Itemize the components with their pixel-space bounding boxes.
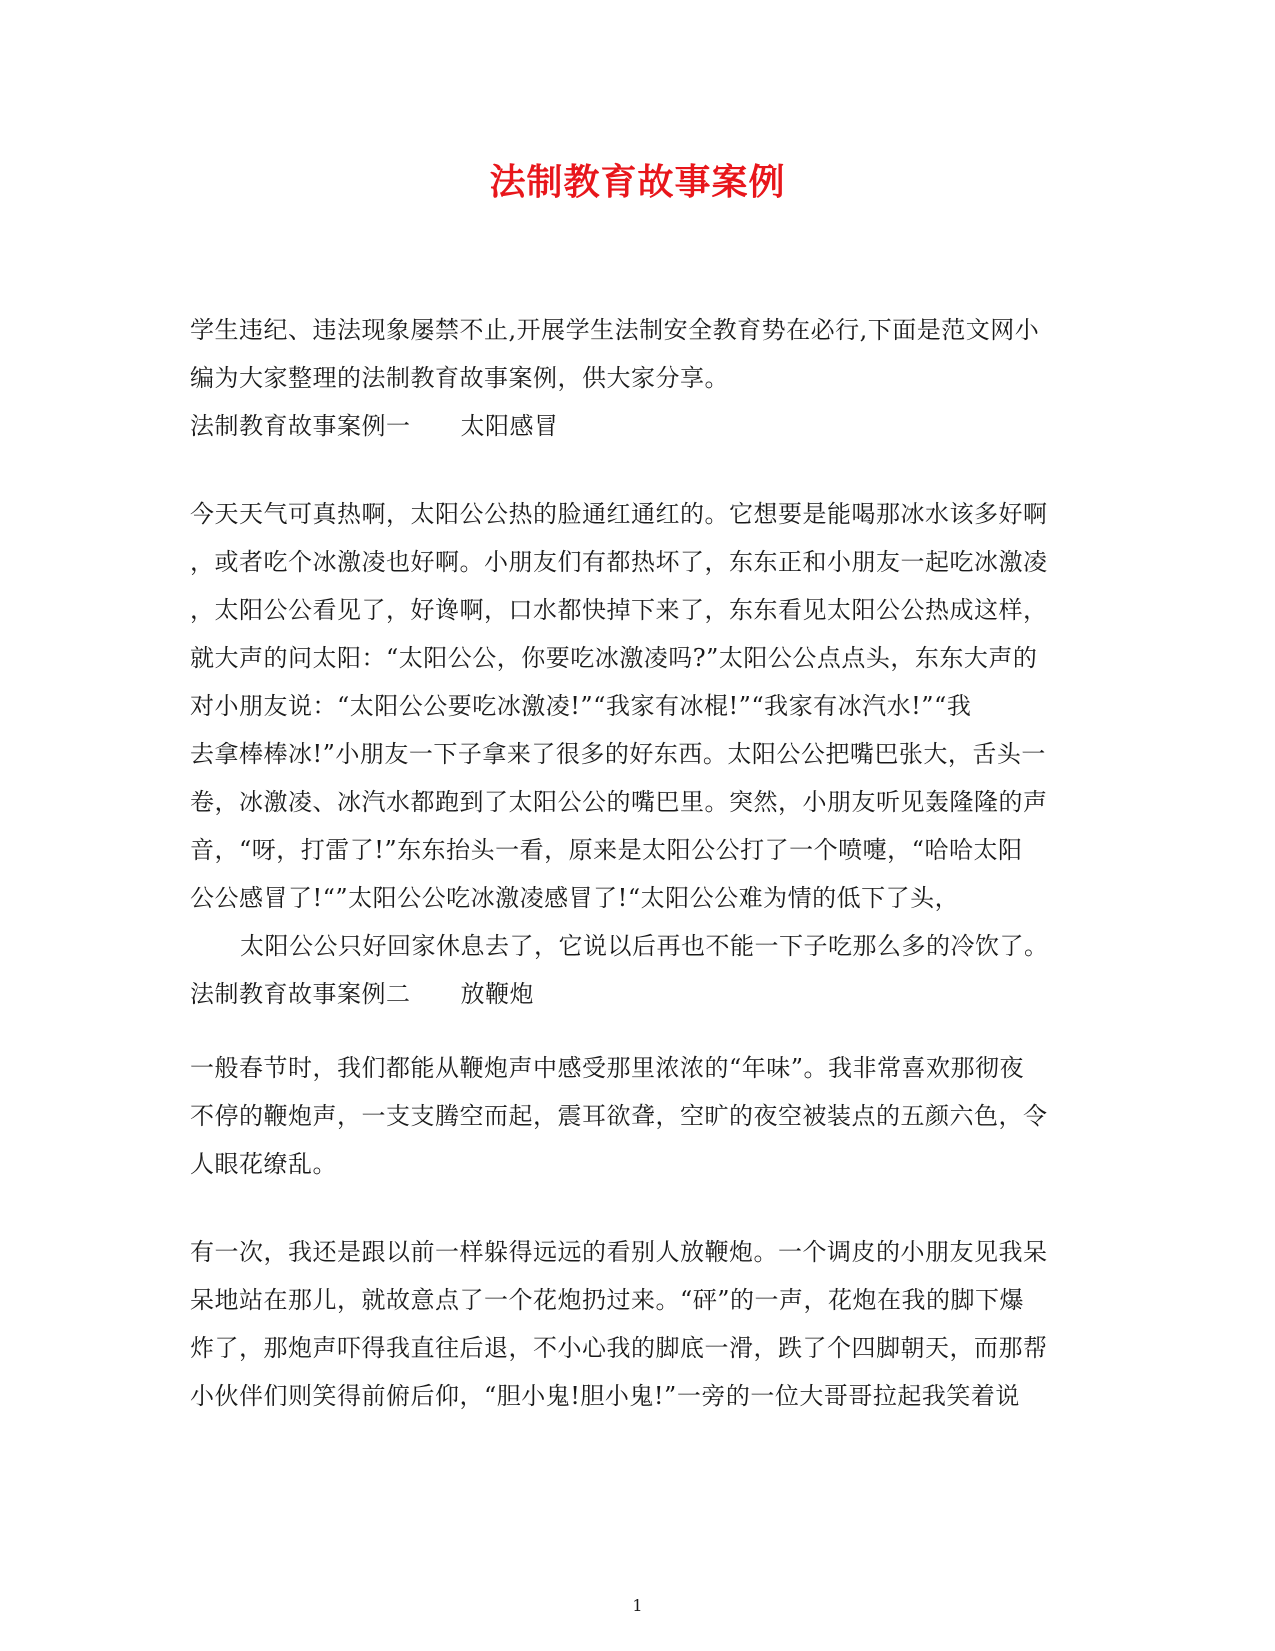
case1-line: 公公感冒了!“”太阳公公吃冰激凌感冒了!“太阳公公难为情的低下了头， [190,884,960,912]
page-number: 1 [632,1596,643,1615]
case2-line: 呆地站在那儿，就故意点了一个花炮扔过来。“砰”的一声，花炮在我的脚下爆 [190,1286,1025,1314]
case2-line: 有一次，我还是跟以前一样躲得远远的看别人放鞭炮。一个调皮的小朋友见我呆 [190,1238,1048,1266]
case1-line: 音，“呀，打雷了!”东东抬头一看，原来是太阳公公打了一个喷嚏，“哈哈太阳 [190,836,1023,864]
case2-paragraph-1 [190,1044,1070,1188]
case2-subtitle: 放鞭炮 [460,980,534,1008]
case1-indented-line: 太阳公公只好回家休息去了，它说以后再也不能一下子吃那么多的冷饮了。 [240,932,1049,960]
intro-line: 学生违纪、违法现象屡禁不止,开展学生法制安全教育势在必行,下面是范文网小 [190,316,1040,344]
case1-line: ，或者吃个冰激凌也好啊。小朋友们有都热坏了，东东正和小朋友一起吃冰激凌 [190,548,1048,576]
intro-paragraph [190,306,1070,450]
case1-line: 卷，冰激凌、冰汽水都跑到了太阳公公的嘴巴里。突然，小朋友听见轰隆隆的声 [190,788,1048,816]
case2-heading [190,970,1070,1018]
case2-line: 不停的鞭炮声，一支支腾空而起，震耳欲聋，空旷的夜空被装点的五颜六色，令 [190,1102,1048,1130]
intro-line: 编为大家整理的法制教育故事案例，供大家分享。 [190,364,729,392]
case1-line: ，太阳公公看见了，好谗啊，口水都快掉下来了，东东看见太阳公公热成这样， [190,596,1048,624]
case1-line: 去拿棒棒冰!”小朋友一下子拿来了很多的好东西。太阳公公把嘴巴张大，舌头一 [190,740,1046,768]
case1-line: 今天天气可真热啊，太阳公公热的脸通红通红的。它想要是能喝那冰水该多好啊 [190,500,1048,528]
case1-line: 对小朋友说：“太阳公公要吃冰激凌!”“我家有冰棍!”“我家有冰汽水!”“我 [190,692,972,720]
document-title: 法制教育故事案例 [489,161,786,203]
case2-heading-label: 法制教育故事案例二 [190,980,411,1008]
case2-line: 炸了，那炮声吓得我直往后退，不小心我的脚底一滑，跌了个四脚朝天，而那帮 [190,1334,1048,1362]
case1-subtitle: 太阳感冒 [460,412,559,440]
case2-line: 一般春节时，我们都能从鞭炮声中感受那里浓浓的“年味”。我非常喜欢那彻夜 [190,1054,1025,1082]
case2-line: 小伙伴们则笑得前俯后仰，“胆小鬼!胆小鬼!”一旁的一位大哥哥拉起我笑着说 [190,1382,1020,1410]
case1-heading-label: 法制教育故事案例一 [190,412,411,440]
case1-line: 就大声的问太阳：“太阳公公，你要吃冰激凌吗?”太阳公公点点头，东东大声的 [190,644,1038,672]
case2-line: 人眼花缭乱。 [190,1150,337,1178]
case1-heading [190,402,1070,450]
case1-paragraph [190,490,1070,1018]
case2-paragraph-2 [190,1228,1070,1420]
